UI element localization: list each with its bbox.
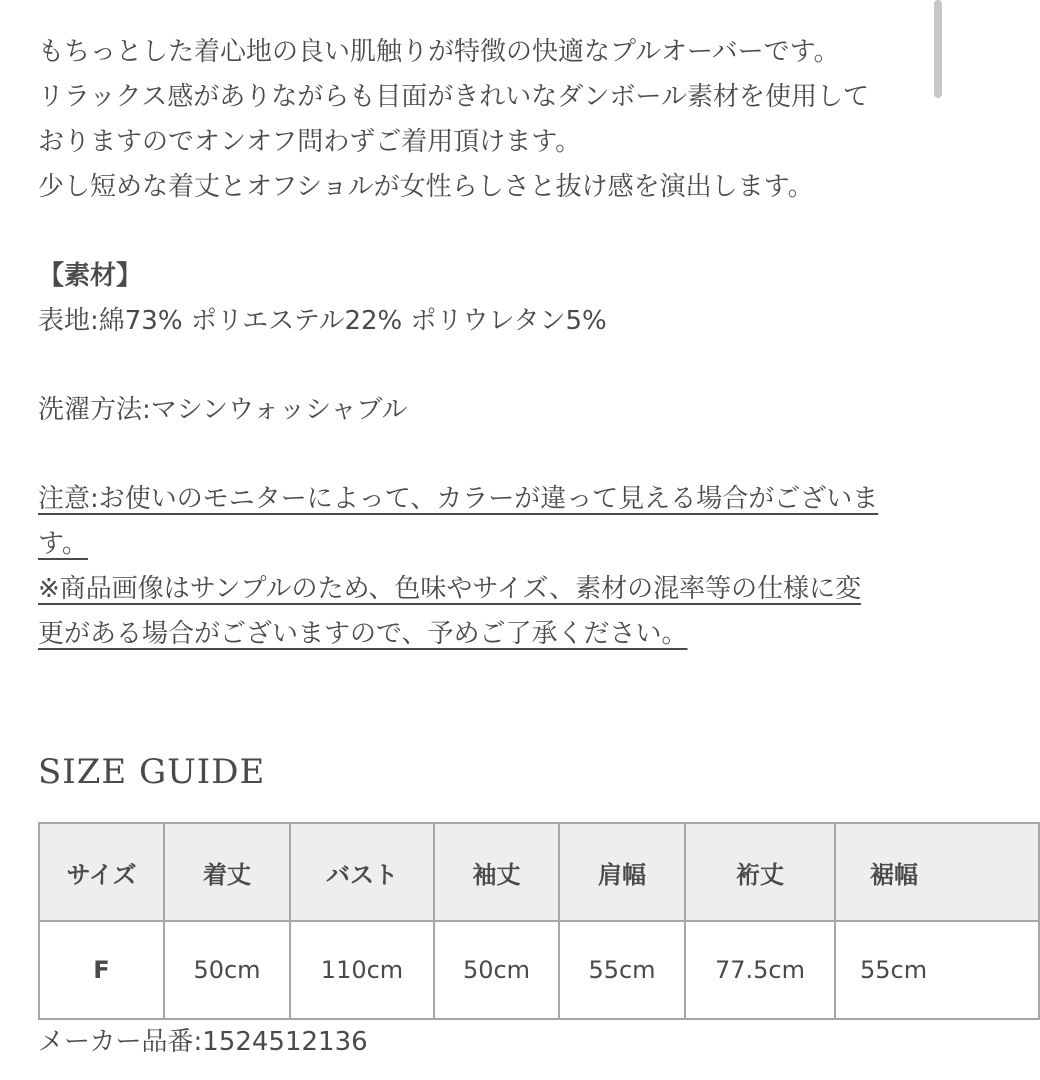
cell-sleeve: 50cm (434, 921, 559, 1019)
cell-size: F (39, 921, 164, 1019)
material-fabric: 表地:綿73% ポリエステル22% ポリウレタン5% (38, 306, 607, 336)
size-table-container[interactable] (38, 822, 928, 1020)
cell-shoulder: 55cm (559, 921, 685, 1019)
notice-line: 注意:お使いのモニターによって、カラーが違って見える場合がございま (38, 484, 879, 514)
header-size: サイズ (39, 823, 164, 921)
size-table (38, 822, 1040, 1020)
header-shoulder: 肩幅 (559, 823, 685, 921)
table-header-row (39, 823, 1039, 921)
description-line: もちっとした着心地の良い肌触りが特徴の快適なプルオーバーです。 (38, 37, 840, 67)
header-sleeve: 袖丈 (434, 823, 559, 921)
header-length: 着丈 (164, 823, 290, 921)
description-line: 少し短めな着丈とオフショルが女性らしさと抜け感を演出します。 (38, 172, 814, 202)
header-bust: バスト (290, 823, 434, 921)
model-number: メーカー品番:1524512136 (38, 1027, 368, 1057)
size-guide-title: SIZE GUIDE (38, 752, 266, 792)
cell-hem: 55cm (835, 921, 1039, 1019)
product-description-section (38, 30, 918, 657)
notice-line: ※商品画像はサンプルのため、色味やサイズ、素材の混率等の仕様に変 (38, 574, 862, 604)
header-hem: 裾幅 (835, 823, 1039, 921)
cell-length: 50cm (164, 921, 290, 1019)
washing-method: 洗濯方法:マシンウォッシャブル (38, 395, 408, 425)
cell-yuki: 77.5cm (685, 921, 835, 1019)
scrollbar[interactable] (934, 0, 942, 98)
description-line: リラックス感がありながらも目面がきれいなダンボール素材を使用して (38, 82, 869, 112)
description-line: おりますのでオンオフ問わずご着用頂けます。 (38, 127, 582, 157)
cell-bust: 110cm (290, 921, 434, 1019)
header-yuki: 裄丈 (685, 823, 835, 921)
table-row (39, 921, 1039, 1019)
notice-line: 更がある場合がございますので、予めご了承ください。 (38, 619, 688, 649)
material-heading: 【素材】 (38, 261, 143, 291)
notice-line: す。 (38, 529, 88, 559)
notice-block (38, 477, 918, 657)
